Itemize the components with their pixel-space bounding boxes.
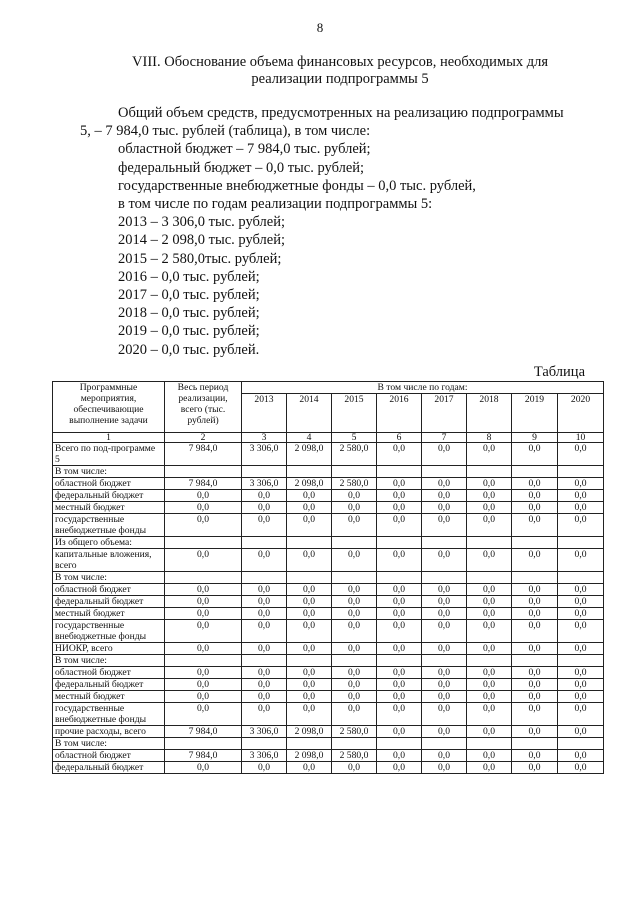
table-cell: 0,0 [512,584,558,596]
table-cell: 0,0 [467,443,512,466]
header-year-2017: 2017 [422,394,467,433]
column-number: 3 [242,433,287,443]
empty-cell [558,655,604,667]
column-numbers-row [53,433,604,443]
table-cell: 0,0 [377,703,422,726]
table-cell: 0,0 [558,608,604,620]
table-cell: 0,0 [467,584,512,596]
body-line: федеральный бюджет – 0,0 тыс. рублей; [118,159,365,176]
empty-cell [242,537,287,549]
table-cell: 0,0 [165,490,242,502]
table-cell: 0,0 [467,608,512,620]
empty-cell [558,537,604,549]
table-cell: 0,0 [467,596,512,608]
heading-line-1: VIII. Обоснование объема финансовых ресурсов, необходимых для [132,54,548,70]
header-by-years: В том числе по годам: [242,382,604,394]
table-cell: 0,0 [377,549,422,572]
table-cell: 2 580,0 [332,726,377,738]
empty-cell [287,655,332,667]
table-cell: 2 580,0 [332,478,377,490]
table-cell: 0,0 [467,643,512,655]
table-cell: 0,0 [242,490,287,502]
table-cell: 0,0 [165,549,242,572]
row-label: областной бюджет [53,667,165,679]
table-row [53,596,604,608]
empty-cell [242,466,287,478]
table-cell: 0,0 [512,703,558,726]
empty-cell [242,655,287,667]
table-row [53,443,604,466]
empty-cell [287,738,332,750]
table-row [53,703,604,726]
table-row [53,514,604,537]
row-label: капитальные вложения, всего [53,549,165,572]
row-label: В том числе: [53,655,165,667]
empty-cell [165,738,242,750]
table-cell: 0,0 [377,596,422,608]
table-cell: 0,0 [422,620,467,643]
empty-cell [377,466,422,478]
row-label: областной бюджет [53,584,165,596]
table-cell: 0,0 [512,478,558,490]
table-cell: 0,0 [422,608,467,620]
empty-cell [558,572,604,584]
table-cell: 0,0 [332,584,377,596]
table-cell: 0,0 [242,596,287,608]
table-cell: 0,0 [467,691,512,703]
table-cell: 0,0 [422,490,467,502]
table-cell: 0,0 [558,478,604,490]
table-cell: 0,0 [422,726,467,738]
table-cell: 0,0 [332,490,377,502]
table-cell: 0,0 [422,478,467,490]
table-cell: 2 098,0 [287,726,332,738]
table-cell: 0,0 [512,443,558,466]
empty-cell [558,738,604,750]
table-cell: 0,0 [332,691,377,703]
table-cell: 0,0 [165,502,242,514]
table-cell: 0,0 [422,596,467,608]
table-cell: 0,0 [558,502,604,514]
table-cell: 0,0 [377,643,422,655]
table-row [53,549,604,572]
table-cell: 0,0 [287,549,332,572]
empty-cell [332,537,377,549]
table-cell: 0,0 [332,762,377,774]
table-cell: 0,0 [422,549,467,572]
table-cell: 0,0 [512,549,558,572]
body-line: 2020 – 0,0 тыс. рублей. [118,341,260,358]
table-body [53,443,604,774]
empty-cell [165,537,242,549]
table-cell: 0,0 [467,478,512,490]
header-year-2018: 2018 [467,394,512,433]
table-cell: 0,0 [377,726,422,738]
table-cell: 0,0 [377,490,422,502]
table-cell: 0,0 [467,762,512,774]
table-cell: 2 580,0 [332,750,377,762]
table-cell: 0,0 [558,596,604,608]
table-cell: 0,0 [287,679,332,691]
table-cell: 0,0 [165,608,242,620]
table-cell: 0,0 [242,502,287,514]
empty-cell [467,655,512,667]
table-cell: 0,0 [287,596,332,608]
table-cell: 0,0 [287,643,332,655]
table-cell: 0,0 [242,514,287,537]
table-row [53,679,604,691]
table-cell: 0,0 [558,514,604,537]
table-cell: 0,0 [377,679,422,691]
row-label: государственные внебюджетные фонды [53,703,165,726]
header-year-2013: 2013 [242,394,287,433]
empty-cell [377,655,422,667]
table-cell: 7 984,0 [165,478,242,490]
row-label: НИОКР, всего [53,643,165,655]
table-row [53,738,604,750]
header-measures: Программные мероприятия, обеспечивающие выполнение задачи [53,382,165,433]
empty-cell [512,655,558,667]
table-cell: 7 984,0 [165,726,242,738]
column-number: 10 [558,433,604,443]
table-row [53,655,604,667]
table-cell: 0,0 [287,514,332,537]
header-year-2016: 2016 [377,394,422,433]
row-label: федеральный бюджет [53,596,165,608]
empty-cell [242,572,287,584]
table-cell: 0,0 [287,703,332,726]
empty-cell [332,572,377,584]
table-cell: 0,0 [242,643,287,655]
empty-cell [287,537,332,549]
body-line: 2015 – 2 580,0тыс. рублей; [118,250,282,267]
table-cell: 2 098,0 [287,750,332,762]
table-row [53,726,604,738]
row-label: федеральный бюджет [53,490,165,502]
table-cell: 0,0 [165,762,242,774]
page-number: 8 [316,20,324,35]
table-cell: 0,0 [332,549,377,572]
empty-cell [165,655,242,667]
table-cell: 0,0 [377,514,422,537]
table-row [53,643,604,655]
financing-table [52,381,604,774]
empty-cell [467,738,512,750]
row-label: прочие расходы, всего [53,726,165,738]
table-cell: 0,0 [287,502,332,514]
table-cell: 0,0 [242,679,287,691]
row-label: местный бюджет [53,608,165,620]
table-cell: 0,0 [165,584,242,596]
table-cell: 0,0 [377,608,422,620]
table-row [53,667,604,679]
body-line: 2018 – 0,0 тыс. рублей; [118,305,260,322]
table-cell: 0,0 [165,643,242,655]
table-cell: 0,0 [558,750,604,762]
table-cell: 0,0 [422,443,467,466]
table-cell: 0,0 [558,679,604,691]
table-cell: 0,0 [422,750,467,762]
table-cell: 0,0 [558,703,604,726]
table-row [53,584,604,596]
table-cell: 0,0 [467,620,512,643]
row-label: В том числе: [53,466,165,478]
table-cell: 0,0 [287,608,332,620]
table-cell: 0,0 [512,502,558,514]
table-cell: 0,0 [512,620,558,643]
table-cell: 0,0 [467,514,512,537]
table-cell: 0,0 [558,762,604,774]
empty-cell [422,738,467,750]
table-cell: 0,0 [242,667,287,679]
table-row [53,502,604,514]
row-label: государственные внебюджетные фонды [53,620,165,643]
table-cell: 0,0 [165,514,242,537]
empty-cell [287,572,332,584]
table-cell: 0,0 [242,608,287,620]
row-label: федеральный бюджет [53,762,165,774]
table-cell: 0,0 [422,643,467,655]
table-cell: 0,0 [512,608,558,620]
table-cell: 0,0 [512,679,558,691]
table-cell: 0,0 [422,514,467,537]
empty-cell [467,466,512,478]
column-number: 5 [332,433,377,443]
empty-cell [512,466,558,478]
empty-cell [558,466,604,478]
row-label: Из общего объема: [53,537,165,549]
row-label: областной бюджет [53,478,165,490]
column-number: 9 [512,433,558,443]
body-line: 5, – 7 984,0 тыс. рублей (таблица), в том числе: [80,123,371,140]
table-cell: 0,0 [467,549,512,572]
table-cell: 0,0 [512,691,558,703]
table-cell: 0,0 [332,620,377,643]
body-text [80,104,600,359]
table-cell: 0,0 [165,679,242,691]
table-cell: 0,0 [422,679,467,691]
table-cell: 0,0 [377,691,422,703]
table-cell: 0,0 [332,667,377,679]
table-cell: 0,0 [377,667,422,679]
table-cell: 7 984,0 [165,750,242,762]
column-number: 6 [377,433,422,443]
row-label: Всего по под-программе 5 [53,443,165,466]
table-cell: 0,0 [165,691,242,703]
empty-cell [422,572,467,584]
column-number: 7 [422,433,467,443]
table-cell: 0,0 [512,596,558,608]
table-cell: 7 984,0 [165,443,242,466]
empty-cell [165,466,242,478]
table-cell: 0,0 [332,679,377,691]
table-cell: 0,0 [467,490,512,502]
table-cell: 0,0 [512,726,558,738]
table-cell: 0,0 [558,726,604,738]
table-cell: 0,0 [558,691,604,703]
table-cell: 2 098,0 [287,478,332,490]
body-line: 2017 – 0,0 тыс. рублей; [118,287,260,304]
table-row [53,750,604,762]
table-cell: 0,0 [332,502,377,514]
empty-cell [377,738,422,750]
row-label: федеральный бюджет [53,679,165,691]
table-cell: 0,0 [242,584,287,596]
body-line: Общий объем средств, предусмотренных на реализацию подпрограммы [118,105,564,121]
table-cell: 0,0 [558,620,604,643]
table-cell: 0,0 [377,762,422,774]
empty-cell [287,466,332,478]
empty-cell [377,537,422,549]
row-label: областной бюджет [53,750,165,762]
empty-cell [512,572,558,584]
table-row [53,490,604,502]
header-total-period: Весь период реализации, всего (тыс. рублей) [165,382,242,433]
table-cell: 0,0 [332,608,377,620]
empty-cell [377,572,422,584]
column-number: 8 [467,433,512,443]
empty-cell [422,537,467,549]
table-row [53,691,604,703]
empty-cell [467,537,512,549]
table-cell: 0,0 [558,490,604,502]
table-cell: 0,0 [422,584,467,596]
table-cell: 0,0 [332,643,377,655]
table-row [53,537,604,549]
table-cell: 0,0 [558,643,604,655]
table-cell: 0,0 [165,667,242,679]
heading-line-2: реализации подпрограммы 5 [251,71,429,87]
column-number: 2 [165,433,242,443]
table-row [53,466,604,478]
table-cell: 3 306,0 [242,750,287,762]
table-cell: 0,0 [242,549,287,572]
body-line: государственные внебюджетные фонды – 0,0 тыс. рублей, [118,177,476,194]
table-cell: 0,0 [332,514,377,537]
table-cell: 0,0 [422,502,467,514]
row-label: В том числе: [53,572,165,584]
table-cell: 0,0 [242,691,287,703]
empty-cell [422,466,467,478]
empty-cell [467,572,512,584]
table-cell: 0,0 [377,443,422,466]
table-cell: 0,0 [377,502,422,514]
empty-cell [512,738,558,750]
body-line: 2013 – 3 306,0 тыс. рублей; [118,214,285,231]
table-cell: 3 306,0 [242,443,287,466]
table-cell: 0,0 [512,490,558,502]
table-row [53,608,604,620]
table-cell: 0,0 [467,679,512,691]
table-cell: 2 098,0 [287,443,332,466]
table-cell: 0,0 [512,762,558,774]
table-cell: 0,0 [422,691,467,703]
table-cell: 0,0 [287,584,332,596]
header-year-2020: 2020 [558,394,604,433]
body-line: в том числе по годам реализации подпрограммы 5: [118,196,433,213]
empty-cell [422,655,467,667]
row-label: местный бюджет [53,502,165,514]
table-cell: 0,0 [165,620,242,643]
table-cell: 0,0 [165,596,242,608]
table-row [53,762,604,774]
table-row [53,620,604,643]
header-year-2014: 2014 [287,394,332,433]
column-number: 1 [53,433,165,443]
table-cell: 0,0 [558,667,604,679]
table-cell: 0,0 [467,726,512,738]
empty-cell [332,655,377,667]
empty-cell [332,738,377,750]
table-cell: 0,0 [377,750,422,762]
table-cell: 0,0 [287,490,332,502]
table-cell: 3 306,0 [242,726,287,738]
body-line: областной бюджет – 7 984,0 тыс. рублей; [118,141,371,158]
table-cell: 3 306,0 [242,478,287,490]
row-label: государственные внебюджетные фонды [53,514,165,537]
table-row [53,572,604,584]
table-cell: 0,0 [377,478,422,490]
table-cell: 0,0 [512,750,558,762]
empty-cell [242,738,287,750]
empty-cell [512,537,558,549]
section-heading [60,54,620,88]
table-cell: 0,0 [422,667,467,679]
table-cell: 0,0 [242,620,287,643]
table-cell: 0,0 [467,502,512,514]
body-line: 2019 – 0,0 тыс. рублей; [118,323,260,340]
table-row [53,478,604,490]
table-caption: Таблица [533,364,585,380]
table-cell: 0,0 [422,762,467,774]
table-cell: 0,0 [558,584,604,596]
table-cell: 0,0 [377,620,422,643]
table-cell: 0,0 [512,643,558,655]
row-label: местный бюджет [53,691,165,703]
table-cell: 0,0 [467,667,512,679]
body-line: 2016 – 0,0 тыс. рублей; [118,268,260,285]
table-cell: 0,0 [287,620,332,643]
table-cell: 0,0 [165,703,242,726]
header-year-2015: 2015 [332,394,377,433]
table-cell: 0,0 [467,703,512,726]
table-cell: 0,0 [377,584,422,596]
table-cell: 0,0 [512,514,558,537]
body-line: 2014 – 2 098,0 тыс. рублей; [118,232,285,249]
table-cell: 0,0 [287,762,332,774]
row-label: В том числе: [53,738,165,750]
table-cell: 0,0 [558,443,604,466]
table-cell: 2 580,0 [332,443,377,466]
header-year-2019: 2019 [512,394,558,433]
table-cell: 0,0 [242,762,287,774]
table-cell: 0,0 [287,667,332,679]
table-cell: 0,0 [332,596,377,608]
table-cell: 0,0 [332,703,377,726]
empty-cell [165,572,242,584]
table-cell: 0,0 [287,691,332,703]
empty-cell [332,466,377,478]
table-cell: 0,0 [512,667,558,679]
table-cell: 0,0 [558,549,604,572]
table-cell: 0,0 [242,703,287,726]
table-cell: 0,0 [467,750,512,762]
column-number: 4 [287,433,332,443]
table-cell: 0,0 [422,703,467,726]
